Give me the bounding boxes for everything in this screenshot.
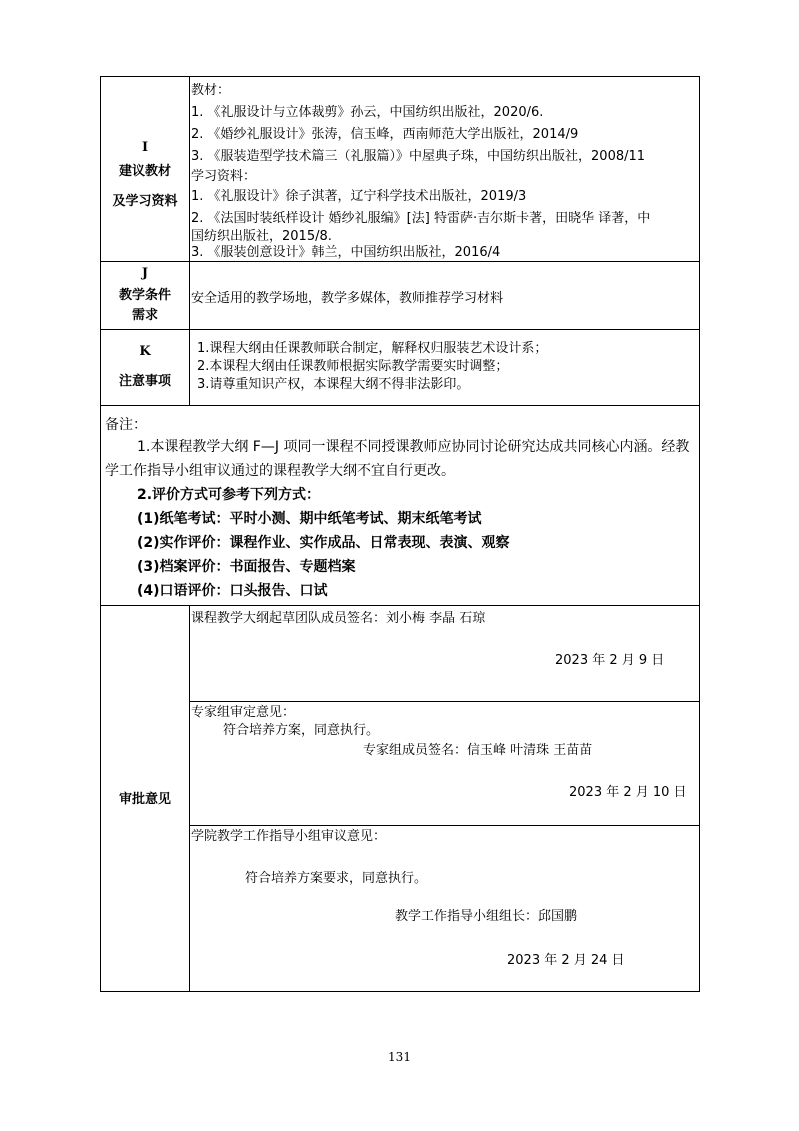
row-divider xyxy=(101,405,699,406)
notice-item: 1.课程大纲由任课教师联合制定，解释权归服装艺术设计系； xyxy=(197,341,548,356)
evaluation-heading: 2.评价方式可参考下列方式： xyxy=(137,487,321,503)
syllabus-table xyxy=(100,76,700,992)
materials-heading: 学习资料： xyxy=(191,169,257,184)
materials-item: 1. 《礼服设计》徐子淇著，辽宁科学技术出版社，2019/3 xyxy=(191,189,527,204)
materials-item-continued: 国纺织出版社，2015/8. xyxy=(191,229,332,244)
section-k-letter: K xyxy=(139,344,151,359)
expert-signers: 专家组成员签名：信玉峰 叶清珠 王苗苗 xyxy=(363,743,593,758)
row-divider xyxy=(189,825,699,826)
evaluation-item: (2)实作评价：课程作业、实作成品、日常表现、表演、观察 xyxy=(137,535,510,551)
section-i-letter: I xyxy=(141,140,149,155)
notice-item: 2.本课程大纲由任课教师根据实际教学需要实时调整； xyxy=(197,359,509,374)
approval-label: 审批意见 xyxy=(118,792,171,807)
remarks-paragraph-line1: 1.本课程教学大纲 F—J 项同一课程不同授课教师应协同讨论研究达成共同核心内涵。经教 xyxy=(137,439,690,455)
evaluation-item: (3)档案评价：书面报告、专题档案 xyxy=(137,559,356,575)
evaluation-item: (1)纸笔考试：平时小测、期中纸笔考试、期末纸笔考试 xyxy=(137,511,482,527)
expert-date: 2023 年 2 月 10 日 xyxy=(569,785,687,800)
remarks-heading: 备注： xyxy=(105,417,147,433)
textbook-item: 3. 《服装造型学技术篇三（礼服篇）》中屋典子珠，中国纺织出版社，2008/11 xyxy=(191,149,646,164)
college-leader: 教学工作指导小组组长：邱国鹏 xyxy=(395,909,578,924)
notice-item: 3.请尊重知识产权，本课程大纲不得非法影印。 xyxy=(197,377,470,392)
section-i-label-line1: 建议教材 xyxy=(118,164,171,179)
section-j-letter: J xyxy=(141,266,149,281)
materials-item: 2. 《法国时装纸样设计 婚纱礼服编》[法] 特雷萨·吉尔斯卡著，田晓华 译著，中 xyxy=(191,211,651,226)
remarks-paragraph-line2: 学工作指导小组审议通过的课程教学大纲不宜自行更改。 xyxy=(105,463,455,479)
section-i-label-line2: 及学习资料 xyxy=(112,194,178,209)
expert-heading: 专家组审定意见： xyxy=(191,705,296,720)
section-k-label: 注意事项 xyxy=(118,374,171,389)
drafting-date: 2023 年 2 月 9 日 xyxy=(555,653,665,668)
row-divider xyxy=(101,605,699,606)
textbook-item: 1. 《礼服设计与立体裁剪》孙云，中国纺织出版社，2020/6. xyxy=(191,105,544,120)
materials-item: 3. 《服装创意设计》韩兰，中国纺织出版社，2016/4 xyxy=(191,245,501,260)
column-divider xyxy=(189,77,190,405)
college-date: 2023 年 2 月 24 日 xyxy=(507,953,625,968)
textbook-heading: 教材： xyxy=(191,83,231,98)
column-divider xyxy=(189,605,190,991)
row-divider xyxy=(101,261,699,262)
page-number: 131 xyxy=(388,1050,411,1064)
textbook-item: 2. 《婚纱礼服设计》张涛，信玉峰，西南师范大学出版社，2014/9 xyxy=(191,127,579,142)
college-heading: 学院教学工作指导小组审议意见： xyxy=(191,829,387,844)
drafting-team-signatures: 课程教学大纲起草团队成员签名：刘小梅 李晶 石琼 xyxy=(191,611,486,626)
teaching-conditions: 安全适用的教学场地，教学多媒体，教师推荐学习材料 xyxy=(191,291,504,306)
evaluation-item: (4)口语评价：口头报告、口试 xyxy=(137,583,328,599)
section-j-label-line2: 需求 xyxy=(131,308,158,323)
section-j-label-line1: 教学条件 xyxy=(118,288,171,303)
row-divider xyxy=(189,701,699,702)
expert-opinion: 符合培养方案，同意执行。 xyxy=(223,723,380,738)
college-opinion: 符合培养方案要求，同意执行。 xyxy=(245,871,428,886)
row-divider xyxy=(101,329,699,330)
